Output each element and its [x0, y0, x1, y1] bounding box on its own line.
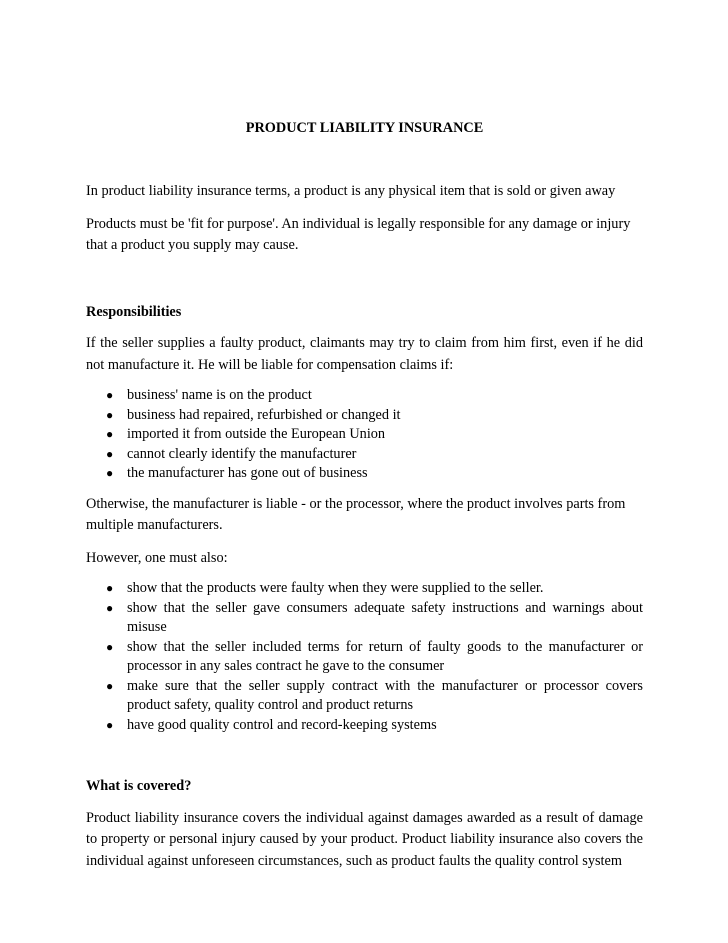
list-item-text: show that the seller included terms for return of faulty goods to the manufacturer or processor in any sales contract he gave to the consumer	[127, 638, 643, 674]
list-item-text: show that the products were faulty when they were supplied to the seller.	[127, 580, 544, 596]
what-is-covered-heading: What is covered?	[86, 778, 192, 794]
fit-for-purpose-paragraph: Products must be 'fit for purpose'. An individual is legally responsible for any damage or injury that a product you supply may cause.	[86, 215, 631, 253]
list-item	[106, 716, 643, 736]
list-item-text: make sure that the seller supply contract with the manufacturer or processor covers product safety, quality control and product returns	[127, 677, 643, 713]
list-item-text: have good quality control and record-keeping systems	[127, 716, 437, 733]
what-is-covered-paragraph: Product liability insurance covers the individual against damages awarded as a result of damage to property or personal injury caused by your product. Product liability insurance also covers the individual against unforeseen circumstances, such as product faults the quality control system	[86, 809, 643, 869]
bullet-icon: ●	[106, 678, 114, 693]
otherwise-paragraph: Otherwise, the manufacturer is liable - or the processor, where the product involves parts from multiple manufacturers.	[86, 495, 626, 533]
bullet-icon: ●	[106, 639, 114, 654]
intro-paragraph: In product liability insurance terms, a product is any physical item that is sold or given away	[86, 183, 616, 199]
list-item	[106, 677, 643, 716]
list-item-text: imported it from outside the European Union	[127, 426, 386, 442]
list-item-text: business' name is on the product	[127, 387, 312, 403]
list-item	[106, 406, 643, 426]
responsibilities-heading: Responsibilities	[86, 303, 182, 320]
list-item-text: cannot clearly identify the manufacturer	[127, 445, 357, 462]
list-item	[106, 599, 643, 638]
list-item-text: show that the seller gave consumers adequate safety instructions and warnings about misuse	[127, 599, 643, 635]
liability-conditions-list	[86, 386, 643, 484]
list-item	[106, 464, 643, 484]
bullet-icon: ●	[106, 466, 114, 480]
list-item-text: the manufacturer has gone out of business	[127, 465, 368, 481]
list-item-text: business had repaired, refurbished or changed it	[127, 406, 401, 423]
responsibilities-paragraph: If the seller supplies a faulty product, claimants may try to claim from him first, even if he did not manufacture it. He will be liable for compensation claims if:	[86, 335, 643, 373]
list-item	[106, 445, 643, 465]
list-item	[106, 638, 643, 677]
however-paragraph: However, one must also:	[86, 549, 228, 566]
bullet-icon: ●	[106, 446, 114, 461]
bullet-icon: ●	[106, 427, 114, 441]
bullet-icon: ●	[106, 388, 114, 402]
list-item	[106, 425, 643, 445]
obligations-list	[86, 579, 643, 735]
list-item	[106, 579, 643, 599]
document-title: PRODUCT LIABILITY INSURANCE	[245, 120, 484, 136]
bullet-icon: ●	[106, 407, 114, 422]
list-item	[106, 386, 643, 406]
bullet-icon: ●	[106, 717, 114, 732]
bullet-icon: ●	[106, 600, 114, 615]
bullet-icon: ●	[106, 581, 114, 595]
